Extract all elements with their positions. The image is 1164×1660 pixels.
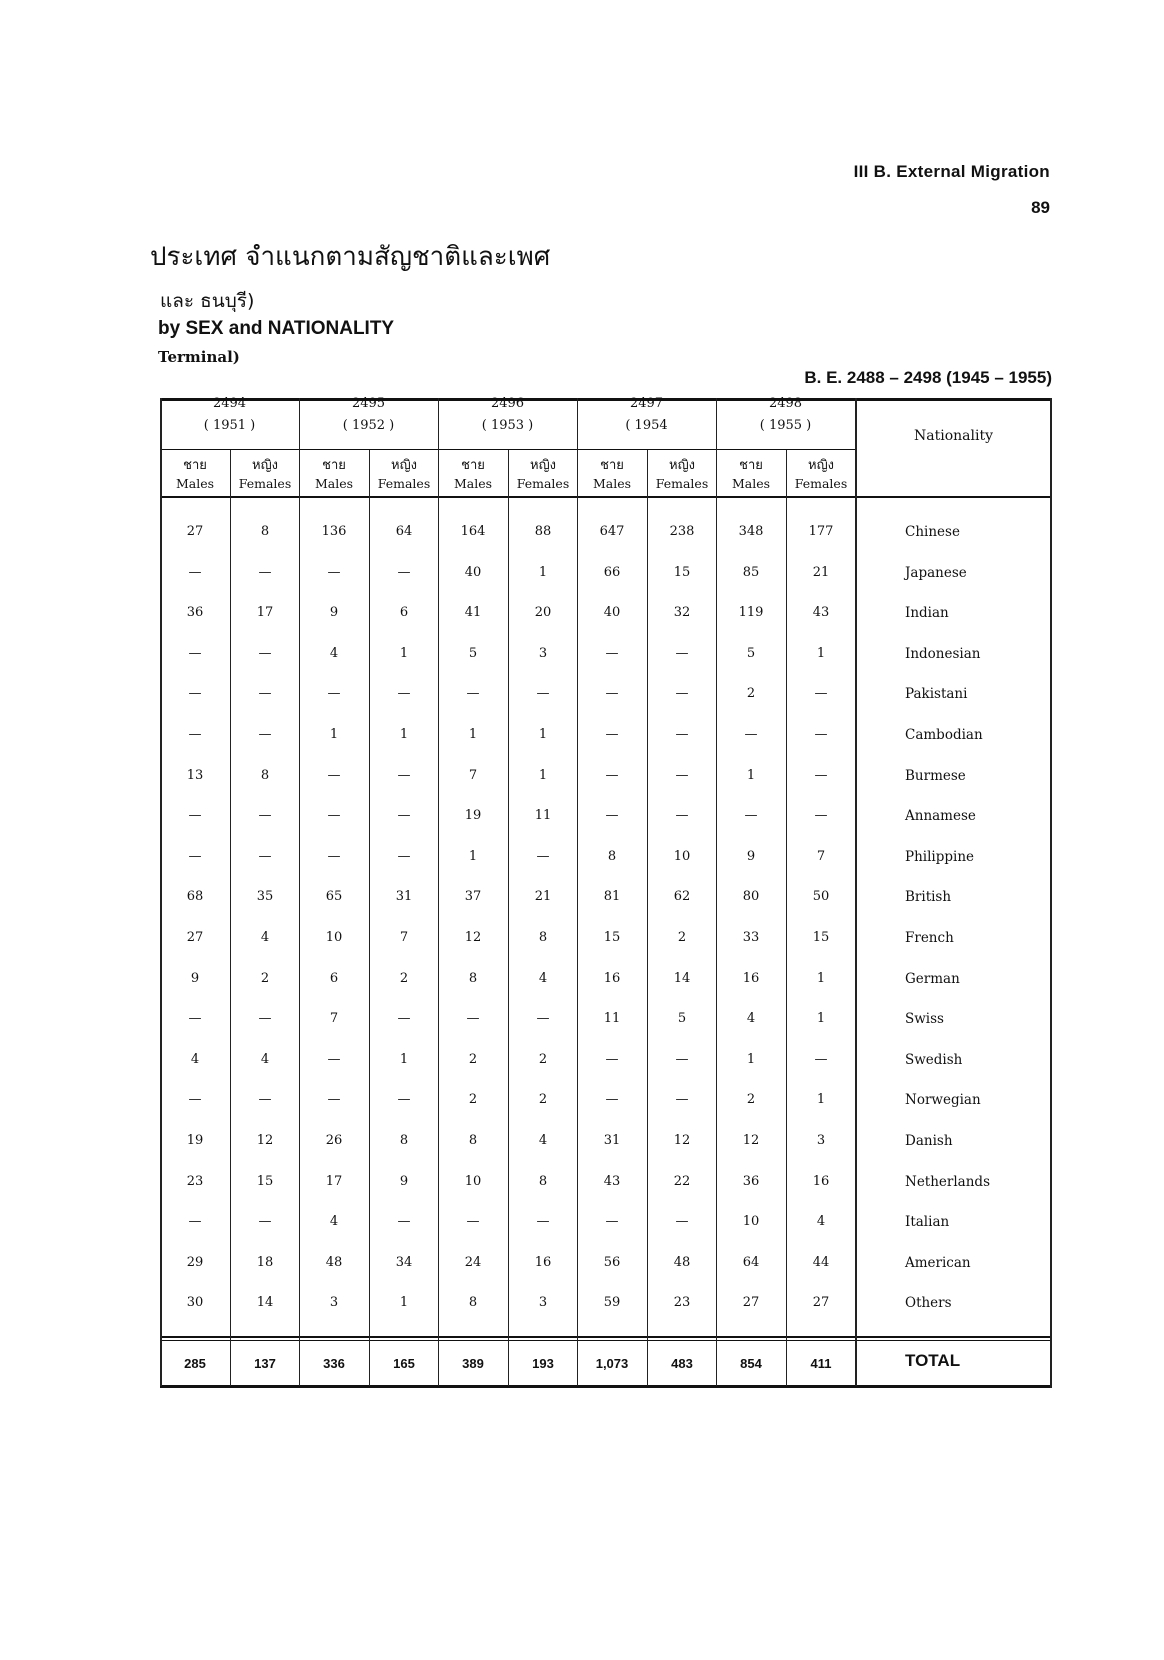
table-cell: —: [675, 1052, 689, 1067]
year-ad: ( 1955 ): [759, 418, 812, 433]
table-cell: —: [536, 1214, 550, 1229]
table-cell: 4: [816, 1214, 826, 1229]
table-cell: —: [327, 1092, 341, 1107]
table-cell: 40: [603, 605, 621, 620]
table-cell: 65: [325, 889, 343, 904]
males-thai-header: ชาย: [739, 458, 763, 473]
table-cell: 56: [603, 1255, 621, 1270]
table-cell: 33: [742, 930, 760, 945]
table-cell: 40: [464, 565, 482, 580]
table-cell: —: [397, 808, 411, 823]
table-cell: —: [814, 686, 828, 701]
table-cell: —: [258, 849, 272, 864]
table-cell: 30: [186, 1295, 204, 1310]
table-cell: 1: [399, 1052, 409, 1067]
table-cell: 37: [464, 889, 482, 904]
table-cell: —: [605, 768, 619, 783]
table-cell: 48: [325, 1255, 343, 1270]
table-cell: —: [397, 686, 411, 701]
total-cell: 193: [532, 1356, 554, 1371]
nationality-label: German: [905, 971, 960, 987]
page-number: 89: [1031, 198, 1050, 217]
subtitle-english: Terminal): [158, 348, 240, 366]
column-divider: [647, 450, 648, 1386]
table-cell: —: [397, 1214, 411, 1229]
column-divider: [786, 450, 787, 1386]
table-cell: 2: [468, 1052, 478, 1067]
table-cell: 119: [738, 605, 764, 620]
table-cell: 5: [746, 646, 756, 661]
nationality-label: Japanese: [905, 565, 967, 581]
table-cell: —: [675, 686, 689, 701]
table-cell: 11: [534, 808, 552, 823]
total-label: TOTAL: [905, 1351, 961, 1370]
table-cell: 5: [677, 1011, 687, 1026]
table-cell: —: [466, 1011, 480, 1026]
column-divider: [369, 450, 370, 1386]
table-cell: —: [605, 1092, 619, 1107]
table-cell: 24: [464, 1255, 482, 1270]
table-cell: 34: [395, 1255, 413, 1270]
table-cell: —: [675, 646, 689, 661]
table-cell: 4: [260, 930, 270, 945]
table-cell: 43: [603, 1174, 621, 1189]
title-english: by SEX and NATIONALITY: [158, 318, 395, 339]
males-header: Males: [175, 476, 215, 491]
table-cell: 8: [468, 1295, 478, 1310]
table-cell: 19: [464, 808, 482, 823]
table-cell: 80: [742, 889, 760, 904]
table-cell: 31: [603, 1133, 621, 1148]
table-cell: 1: [399, 646, 409, 661]
nationality-label: Indian: [905, 605, 949, 621]
table-cell: —: [536, 849, 550, 864]
total-cell: 165: [393, 1356, 415, 1371]
table-cell: 1: [538, 768, 548, 783]
table-cell: 2: [746, 686, 756, 701]
table-cell: 13: [186, 768, 204, 783]
table-cell: —: [397, 768, 411, 783]
table-right-border: [1050, 398, 1052, 1388]
table-cell: 59: [603, 1295, 621, 1310]
year-be: 2497: [629, 396, 664, 411]
table-cell: 23: [673, 1295, 691, 1310]
table-cell: 43: [812, 605, 830, 620]
table-cell: —: [258, 686, 272, 701]
nationality-label: Burmese: [905, 768, 966, 784]
nationality-label: Chinese: [905, 524, 960, 540]
table-cell: 62: [673, 889, 691, 904]
table-cell: —: [188, 565, 202, 580]
table-cell: 3: [538, 646, 548, 661]
table-cell: 19: [186, 1133, 204, 1148]
table-cell: —: [466, 1214, 480, 1229]
table-cell: 8: [607, 849, 617, 864]
table-cell: 6: [329, 971, 339, 986]
table-cell: —: [605, 808, 619, 823]
table-cell: —: [536, 1011, 550, 1026]
table-cell: 12: [464, 930, 482, 945]
table-cell: —: [814, 1052, 828, 1067]
column-divider: [230, 450, 231, 1386]
table-cell: 6: [399, 605, 409, 620]
total-cell: 285: [184, 1356, 206, 1371]
nationality-label: Annamese: [905, 808, 976, 824]
table-cell: —: [327, 1052, 341, 1067]
period-label: B. E. 2488 – 2498 (1945 – 1955): [804, 368, 1052, 387]
table-cell: 8: [538, 930, 548, 945]
nationality-label: Danish: [905, 1133, 953, 1149]
table-cell: 21: [812, 565, 830, 580]
table-cell: 1: [816, 1011, 826, 1026]
total-cell: 336: [323, 1356, 345, 1371]
table-cell: 3: [816, 1133, 826, 1148]
total-cell: 389: [462, 1356, 484, 1371]
title-thai: ประเทศ จำแนกตามสัญชาติและเพศ: [150, 242, 551, 272]
column-divider: [508, 450, 509, 1386]
nationality-label: Indonesian: [905, 646, 981, 662]
females-thai-header: หญิง: [252, 458, 278, 473]
table-cell: 8: [260, 524, 270, 539]
table-cell: 4: [190, 1052, 200, 1067]
table-cell: —: [327, 808, 341, 823]
table-cell: 1: [746, 768, 756, 783]
table-cell: 3: [329, 1295, 339, 1310]
table-cell: 2: [260, 971, 270, 986]
females-thai-header: หญิง: [530, 458, 556, 473]
table-cell: 68: [186, 889, 204, 904]
total-cell: 483: [671, 1356, 693, 1371]
table-cell: 17: [256, 605, 274, 620]
table-cell: —: [744, 808, 758, 823]
table-cell: —: [258, 565, 272, 580]
table-cell: 12: [673, 1133, 691, 1148]
table-cell: —: [397, 1092, 411, 1107]
table-cell: 15: [812, 930, 830, 945]
males-header: Males: [453, 476, 493, 491]
table-cell: —: [258, 1092, 272, 1107]
table-cell: 1: [816, 1092, 826, 1107]
table-cell: 164: [460, 524, 486, 539]
table-cell: —: [605, 686, 619, 701]
nationality-label: Others: [905, 1295, 952, 1311]
table-cell: 8: [399, 1133, 409, 1148]
table-cell: —: [675, 1092, 689, 1107]
table-cell: 1: [538, 565, 548, 580]
table-cell: —: [188, 808, 202, 823]
table-cell: —: [397, 1011, 411, 1026]
table-cell: 10: [325, 930, 343, 945]
table-cell: 4: [538, 1133, 548, 1148]
table-cell: —: [258, 808, 272, 823]
table-cell: 41: [464, 605, 482, 620]
year-ad: ( 1951 ): [203, 418, 256, 433]
table-cell: 11: [603, 1011, 621, 1026]
total-cell: 411: [810, 1356, 832, 1371]
table-cell: 12: [256, 1133, 274, 1148]
males-thai-header: ชาย: [461, 458, 485, 473]
header-bottom-rule: [160, 496, 1052, 498]
table-cell: —: [258, 1214, 272, 1229]
year-be: 2494: [212, 396, 247, 411]
table-cell: 7: [468, 768, 478, 783]
migration-table: [160, 398, 1052, 1466]
table-cell: 15: [256, 1174, 274, 1189]
table-cell: —: [188, 686, 202, 701]
table-cell: —: [397, 849, 411, 864]
table-cell: —: [188, 1011, 202, 1026]
table-cell: 136: [321, 524, 347, 539]
males-thai-header: ชาย: [183, 458, 207, 473]
table-cell: 14: [256, 1295, 274, 1310]
nationality-header: Nationality: [914, 428, 993, 444]
table-cell: 3: [538, 1295, 548, 1310]
table-cell: —: [536, 686, 550, 701]
nationality-label: Philippine: [905, 849, 975, 865]
table-cell: —: [605, 1052, 619, 1067]
table-cell: 647: [599, 524, 625, 539]
females-header: Females: [655, 476, 709, 491]
table-cell: 36: [742, 1174, 760, 1189]
females-header: Females: [516, 476, 570, 491]
table-cell: —: [814, 768, 828, 783]
table-cell: 8: [538, 1174, 548, 1189]
table-cell: 44: [812, 1255, 830, 1270]
table-cell: 15: [603, 930, 621, 945]
table-cell: 4: [260, 1052, 270, 1067]
table-cell: 2: [538, 1092, 548, 1107]
year-be: 2496: [490, 396, 525, 411]
table-cell: —: [466, 686, 480, 701]
males-header: Males: [592, 476, 632, 491]
table-cell: 1: [816, 646, 826, 661]
table-cell: 1: [399, 727, 409, 742]
table-cell: 48: [673, 1255, 691, 1270]
table-cell: 27: [742, 1295, 760, 1310]
nationality-label: Pakistani: [905, 686, 968, 702]
table-cell: 1: [468, 849, 478, 864]
table-cell: 16: [603, 971, 621, 986]
table-cell: 32: [673, 605, 691, 620]
table-cell: 1: [816, 971, 826, 986]
males-thai-header: ชาย: [600, 458, 624, 473]
total-cell: 854: [740, 1356, 762, 1371]
total-cell: 137: [254, 1356, 276, 1371]
table-cell: —: [675, 1214, 689, 1229]
table-cell: 10: [464, 1174, 482, 1189]
table-cell: —: [188, 727, 202, 742]
total-cell: 1,073: [595, 1356, 629, 1371]
table-cell: 18: [256, 1255, 274, 1270]
nationality-label: Cambodian: [905, 727, 983, 743]
males-header: Males: [314, 476, 354, 491]
table-cell: 21: [534, 889, 552, 904]
table-cell: 50: [812, 889, 830, 904]
table-cell: —: [258, 1011, 272, 1026]
table-cell: 2: [399, 971, 409, 986]
table-cell: 16: [534, 1255, 552, 1270]
table-cell: 1: [538, 727, 548, 742]
table-cell: 27: [186, 930, 204, 945]
table-cell: 1: [399, 1295, 409, 1310]
table-cell: 9: [329, 605, 339, 620]
table-cell: 1: [329, 727, 339, 742]
table-cell: —: [327, 849, 341, 864]
table-cell: 35: [256, 889, 274, 904]
table-cell: —: [188, 1214, 202, 1229]
table-cell: —: [814, 808, 828, 823]
table-cell: 66: [603, 565, 621, 580]
table-cell: 2: [538, 1052, 548, 1067]
nationality-label: Swiss: [905, 1011, 944, 1027]
table-cell: 36: [186, 605, 204, 620]
nationality-label: Italian: [905, 1214, 950, 1230]
table-cell: —: [675, 808, 689, 823]
males-thai-header: ชาย: [322, 458, 346, 473]
table-cell: —: [327, 686, 341, 701]
table-cell: 22: [673, 1174, 691, 1189]
table-cell: 1: [746, 1052, 756, 1067]
nationality-label: Netherlands: [905, 1174, 990, 1190]
year-be: 2498: [768, 396, 803, 411]
table-cell: 2: [468, 1092, 478, 1107]
table-cell: —: [397, 565, 411, 580]
table-cell: 23: [186, 1174, 204, 1189]
table-cell: 4: [329, 1214, 339, 1229]
males-header: Males: [731, 476, 771, 491]
table-cell: 9: [190, 971, 200, 986]
table-cell: —: [675, 768, 689, 783]
females-header: Females: [794, 476, 848, 491]
table-cell: 17: [325, 1174, 343, 1189]
table-cell: 15: [673, 565, 691, 580]
body-bottom-rule-2: [160, 1340, 1052, 1341]
table-cell: —: [605, 727, 619, 742]
table-cell: —: [258, 727, 272, 742]
nationality-label: American: [905, 1255, 971, 1271]
table-cell: 2: [677, 930, 687, 945]
females-header: Females: [238, 476, 292, 491]
table-cell: —: [327, 768, 341, 783]
table-cell: 4: [538, 971, 548, 986]
table-cell: 31: [395, 889, 413, 904]
females-thai-header: หญิง: [808, 458, 834, 473]
table-cell: —: [258, 646, 272, 661]
females-header: Females: [377, 476, 431, 491]
table-cell: 8: [468, 971, 478, 986]
table-cell: 1: [468, 727, 478, 742]
table-cell: 7: [399, 930, 409, 945]
table-cell: —: [744, 727, 758, 742]
table-cell: 16: [812, 1174, 830, 1189]
table-cell: 20: [534, 605, 552, 620]
table-cell: —: [327, 565, 341, 580]
table-cell: 9: [746, 849, 756, 864]
table-cell: 5: [468, 646, 478, 661]
table-cell: 9: [399, 1174, 409, 1189]
year-ad: ( 1954: [625, 418, 668, 433]
table-cell: 348: [738, 524, 764, 539]
nationality-label: Swedish: [905, 1052, 963, 1068]
table-cell: —: [814, 727, 828, 742]
table-cell: 16: [742, 971, 760, 986]
table-cell: 29: [186, 1255, 204, 1270]
table-cell: —: [605, 1214, 619, 1229]
table-cell: 7: [816, 849, 826, 864]
table-cell: 177: [808, 524, 834, 539]
table-cell: —: [188, 1092, 202, 1107]
table-cell: 12: [742, 1133, 760, 1148]
table-cell: 27: [812, 1295, 830, 1310]
table-bottom-rule: [160, 1385, 1052, 1388]
table-cell: 7: [329, 1011, 339, 1026]
table-cell: 4: [329, 646, 339, 661]
table-cell: 8: [468, 1133, 478, 1148]
section-label: III B. External Migration: [853, 162, 1050, 181]
nationality-label: French: [905, 930, 954, 946]
year-be: 2495: [351, 396, 386, 411]
table-cell: —: [188, 849, 202, 864]
year-ad: ( 1953 ): [481, 418, 534, 433]
table-cell: 85: [742, 565, 760, 580]
table-cell: 238: [669, 524, 695, 539]
females-thai-header: หญิง: [391, 458, 417, 473]
table-cell: 88: [534, 524, 552, 539]
nationality-label: Norwegian: [905, 1092, 981, 1108]
year-ad: ( 1952 ): [342, 418, 395, 433]
table-cell: —: [188, 646, 202, 661]
table-cell: —: [605, 646, 619, 661]
table-cell: 64: [742, 1255, 760, 1270]
table-cell: 10: [742, 1214, 760, 1229]
table-cell: 26: [325, 1133, 343, 1148]
body-bottom-rule: [160, 1336, 1052, 1338]
table-cell: 64: [395, 524, 413, 539]
nationality-label: British: [905, 889, 952, 905]
table-cell: —: [675, 727, 689, 742]
table-cell: 10: [673, 849, 691, 864]
females-thai-header: หญิง: [669, 458, 695, 473]
table-cell: 14: [673, 971, 691, 986]
table-cell: 81: [603, 889, 621, 904]
table-cell: 8: [260, 768, 270, 783]
subtitle-thai: และ ธนบุรี): [160, 290, 255, 312]
table-cell: 2: [746, 1092, 756, 1107]
table-cell: 4: [746, 1011, 756, 1026]
table-cell: 27: [186, 524, 204, 539]
